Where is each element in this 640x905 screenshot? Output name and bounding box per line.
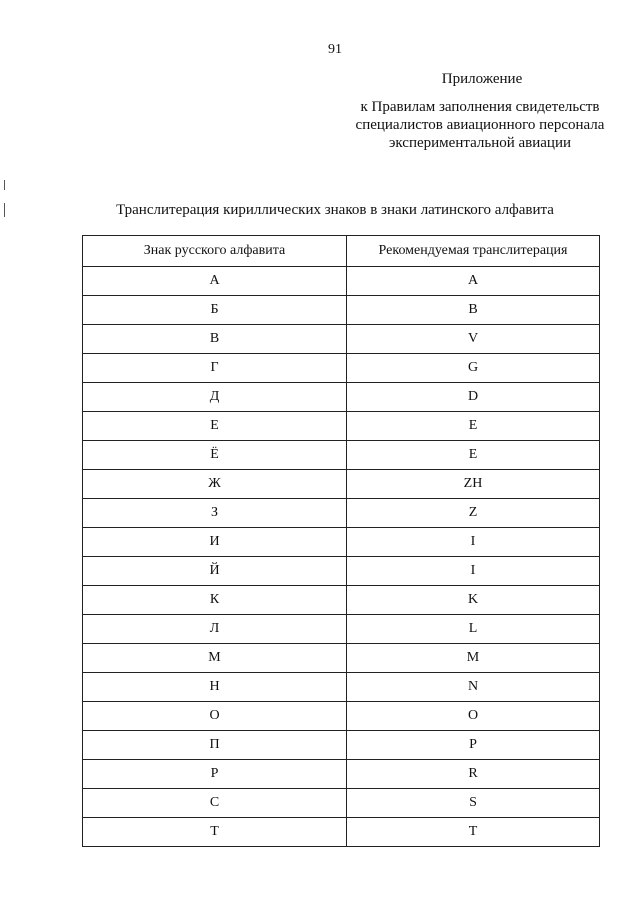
cell-cyrillic-letter: В: [83, 325, 347, 354]
table-row: [83, 325, 600, 354]
cell-cyrillic-letter: С: [83, 789, 347, 818]
table-row: [83, 702, 600, 731]
cell-cyrillic-letter: М: [83, 644, 347, 673]
cell-latin-transliteration: T: [347, 818, 600, 847]
column-header-translit: Рекомендуемая транслитерация: [347, 236, 600, 267]
appendix-line: к Правилам заполнения свидетельств: [360, 99, 600, 115]
table-row: [83, 499, 600, 528]
table-row: [83, 644, 600, 673]
cell-cyrillic-letter: П: [83, 731, 347, 760]
table-row: [83, 818, 600, 847]
table-row: [83, 673, 600, 702]
cell-latin-transliteration: M: [347, 644, 600, 673]
cell-latin-transliteration: I: [347, 528, 600, 557]
table-body: [83, 267, 600, 847]
table-row: [83, 586, 600, 615]
table-header-row: [83, 236, 600, 267]
table-row: [83, 354, 600, 383]
cell-cyrillic-letter: Г: [83, 354, 347, 383]
cell-cyrillic-letter: И: [83, 528, 347, 557]
cell-latin-transliteration: N: [347, 673, 600, 702]
cell-cyrillic-letter: Ж: [83, 470, 347, 499]
appendix-line: специалистов авиационного персонала: [355, 117, 605, 133]
cell-cyrillic-letter: Л: [83, 615, 347, 644]
cell-cyrillic-letter: З: [83, 499, 347, 528]
cell-latin-transliteration: V: [347, 325, 600, 354]
table-row: [83, 615, 600, 644]
cell-cyrillic-letter: Б: [83, 296, 347, 325]
table-title: Транслитерация кириллических знаков в знаки латинского алфавита: [116, 202, 554, 218]
cell-cyrillic-letter: Н: [83, 673, 347, 702]
cell-cyrillic-letter: А: [83, 267, 347, 296]
cell-latin-transliteration: E: [347, 412, 600, 441]
cell-latin-transliteration: G: [347, 354, 600, 383]
table-row: [83, 760, 600, 789]
transliteration-table: [82, 235, 600, 847]
cell-latin-transliteration: A: [347, 267, 600, 296]
cell-latin-transliteration: D: [347, 383, 600, 412]
cell-latin-transliteration: ZH: [347, 470, 600, 499]
table-row: [83, 267, 600, 296]
cell-cyrillic-letter: Ё: [83, 441, 347, 470]
cell-cyrillic-letter: О: [83, 702, 347, 731]
table-row: [83, 731, 600, 760]
cell-latin-transliteration: K: [347, 586, 600, 615]
table-row: [83, 470, 600, 499]
table-row: [83, 296, 600, 325]
cell-cyrillic-letter: К: [83, 586, 347, 615]
cell-latin-transliteration: Z: [347, 499, 600, 528]
table-row: [83, 528, 600, 557]
cell-cyrillic-letter: Й: [83, 557, 347, 586]
cell-latin-transliteration: B: [347, 296, 600, 325]
cell-latin-transliteration: I: [347, 557, 600, 586]
page-number: 91: [328, 42, 342, 57]
cell-latin-transliteration: P: [347, 731, 600, 760]
table-row: [83, 789, 600, 818]
appendix-line: экспериментальной авиации: [388, 135, 572, 151]
table-row: [83, 412, 600, 441]
cell-cyrillic-letter: Е: [83, 412, 347, 441]
cell-cyrillic-letter: Р: [83, 760, 347, 789]
cell-latin-transliteration: S: [347, 789, 600, 818]
table-row: [83, 557, 600, 586]
scan-margin-mark: [4, 180, 5, 190]
column-header-russian: Знак русского алфавита: [83, 236, 347, 267]
table-row: [83, 383, 600, 412]
cell-latin-transliteration: R: [347, 760, 600, 789]
table-row: [83, 441, 600, 470]
appendix-title: Приложение: [441, 71, 523, 87]
appendix-header: [330, 70, 630, 152]
cell-latin-transliteration: O: [347, 702, 600, 731]
cell-cyrillic-letter: Т: [83, 818, 347, 847]
cell-latin-transliteration: L: [347, 615, 600, 644]
cell-latin-transliteration: E: [347, 441, 600, 470]
cell-cyrillic-letter: Д: [83, 383, 347, 412]
